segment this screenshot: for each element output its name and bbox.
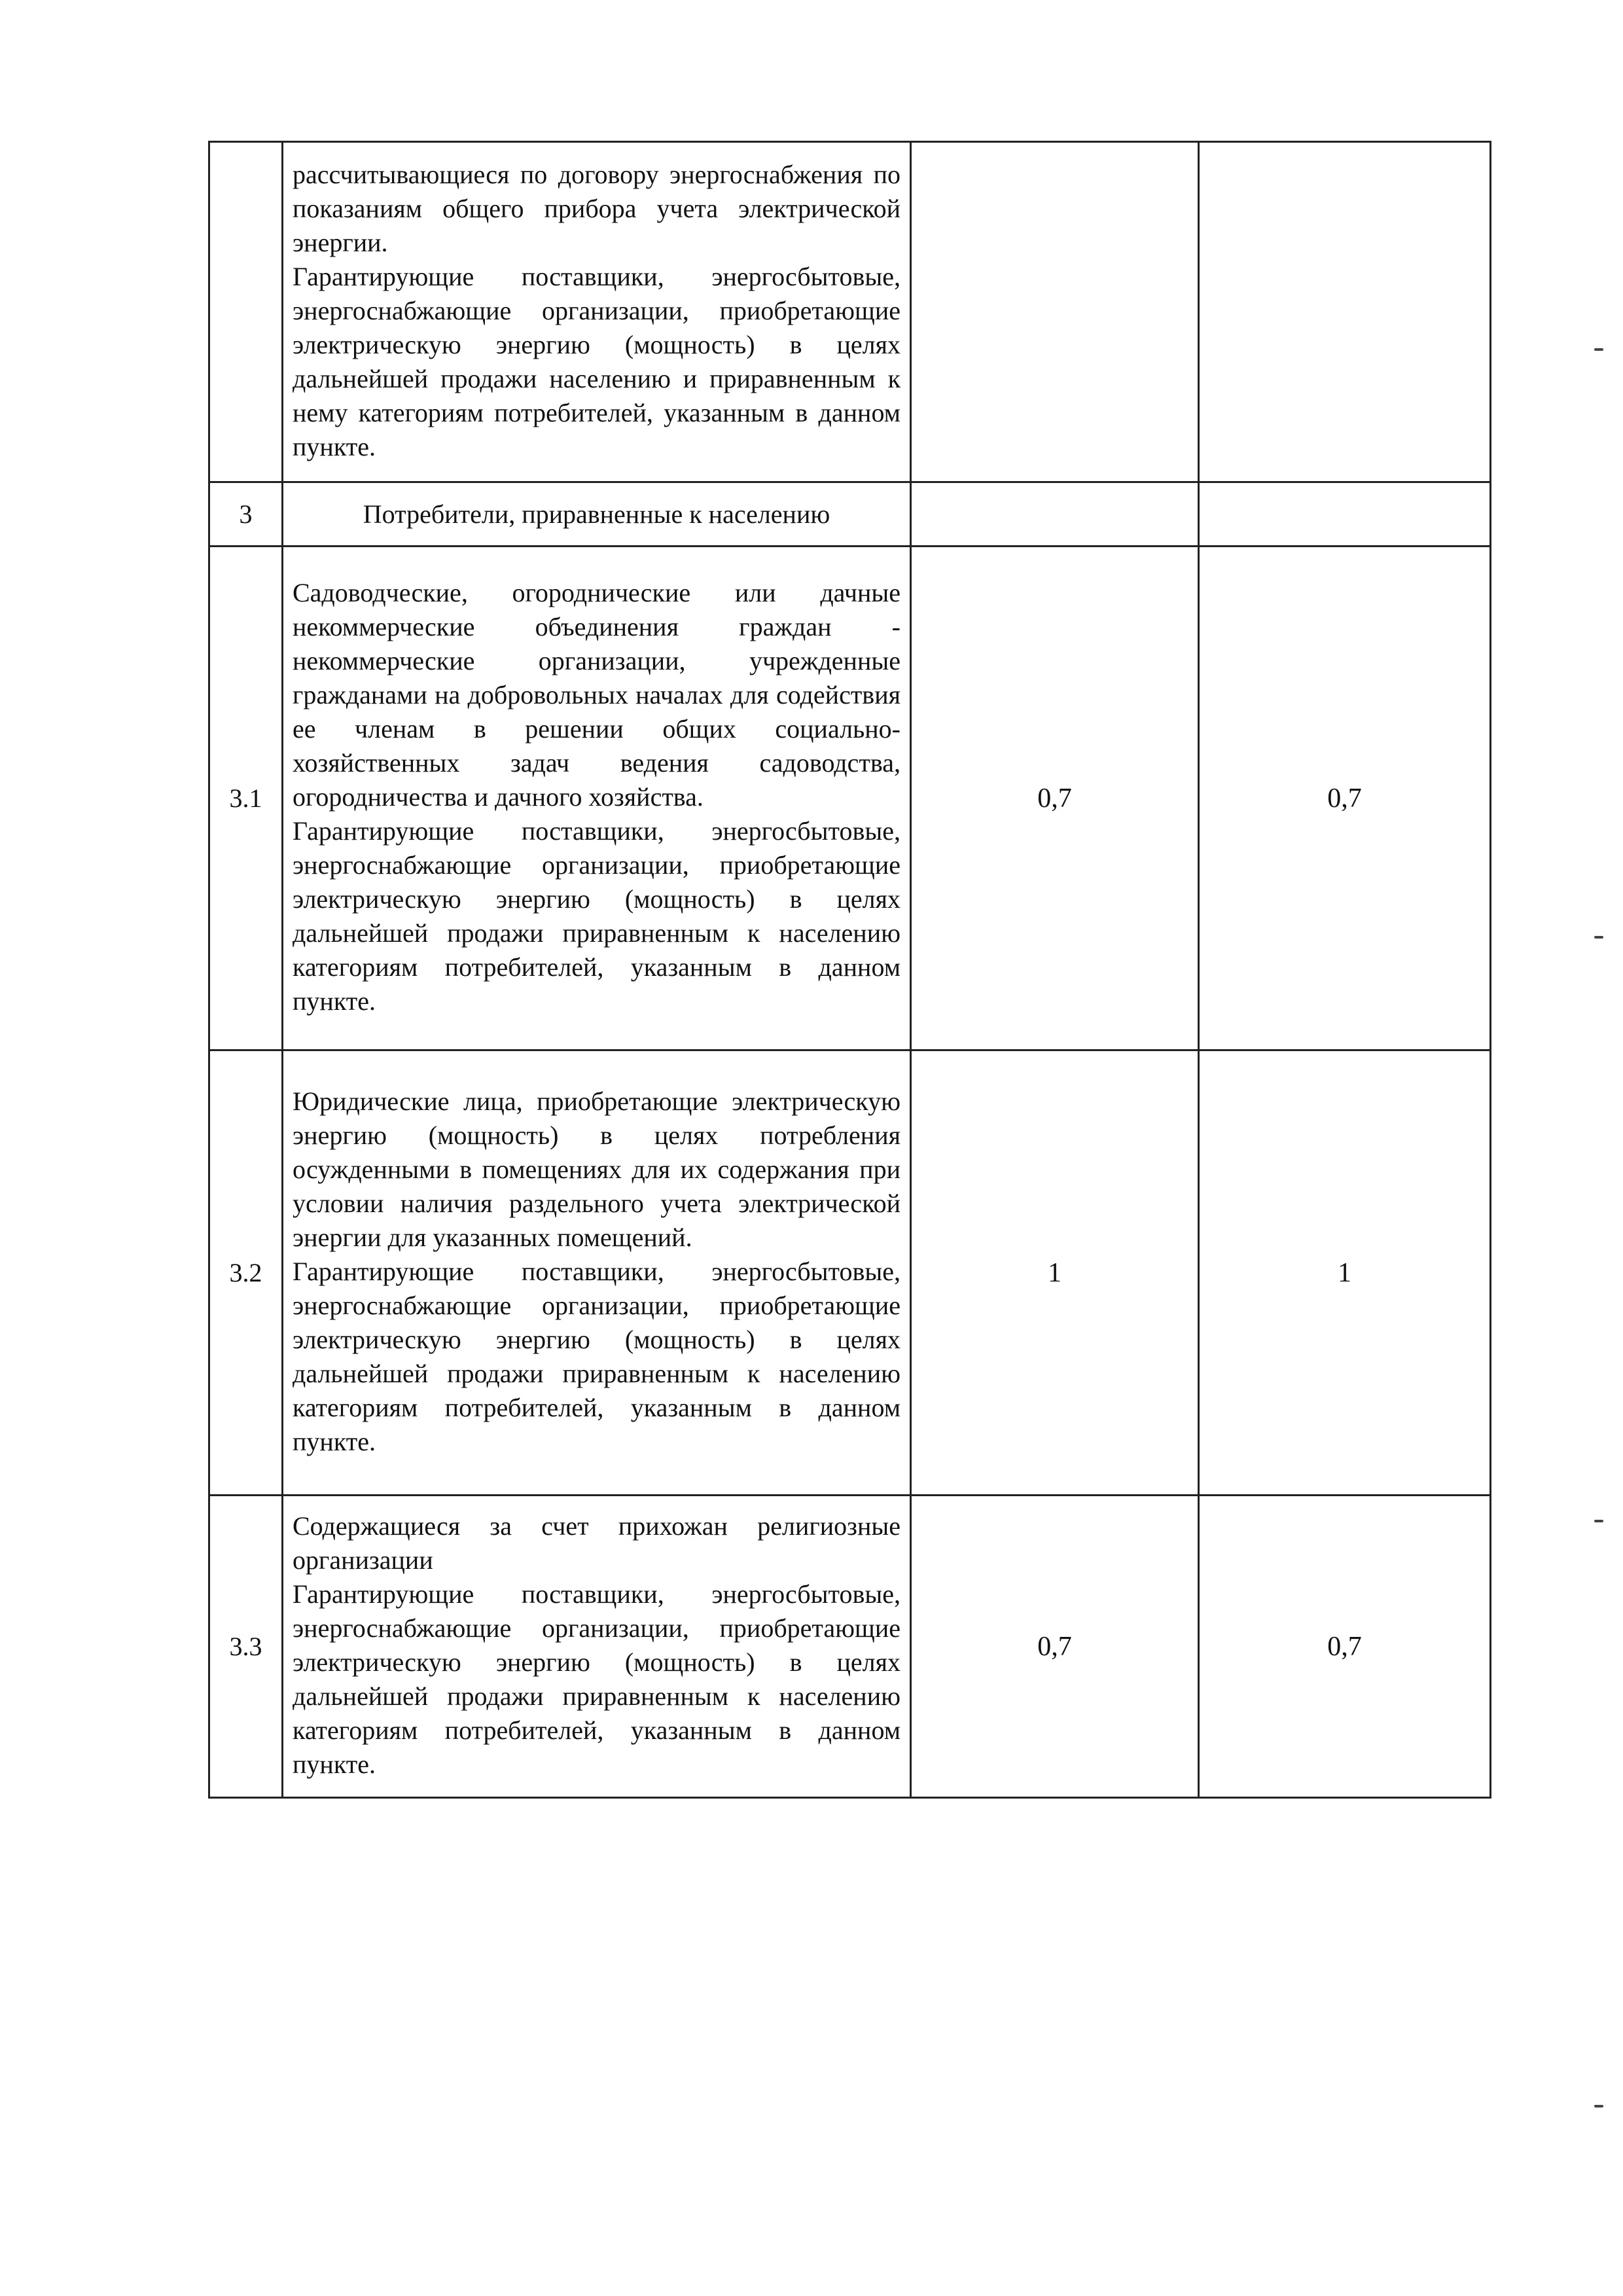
coefficient-cell [911, 482, 1199, 547]
scan-speck [1594, 348, 1603, 351]
table-row [209, 142, 1491, 482]
coefficient-cell [911, 142, 1199, 482]
table-row [209, 1050, 1491, 1496]
scan-speck [1594, 936, 1603, 939]
row-number: 3.3 [209, 1496, 283, 1798]
tariff-table [208, 141, 1491, 1799]
coefficient-cell: 1 [1199, 1050, 1491, 1496]
description-paragraph: Садоводческие, огороднические или дачные некоммерческие объединения граждан - некоммерческие организации, учрежденные гражданами на добровольных началах для содействия ее членам в решении общих социально-хозяйственных задач ведения садоводства, огородничества и дачного хозяйства. [293, 577, 901, 812]
row-description [283, 142, 911, 482]
description-paragraph: Содержащиеся за счет прихожан религиозные организации [293, 1511, 901, 1575]
scan-speck [1594, 2105, 1603, 2108]
table-row [209, 482, 1491, 547]
row-number: 3 [209, 482, 283, 547]
description-paragraph: Гарантирующие поставщики, энергосбытовые, энергоснабжающие организации, приобретающие электрическую энергию (мощность) в целях дальнейшей продажи приравненным к населению категориям потребителей, указанным в данном пункте. [293, 1579, 901, 1779]
description-paragraph: Гарантирующие поставщики, энергосбытовые, энергоснабжающие организации, приобретающие электрическую энергию (мощность) в целях дальнейшей продажи населению и приравненным к нему категориям потребителей, указанным в данном пункте. [293, 261, 901, 461]
row-number: 3.1 [209, 547, 283, 1050]
coefficient-cell: 0,7 [1199, 547, 1491, 1050]
coefficient-cell [1199, 482, 1491, 547]
coefficient-cell [1199, 142, 1491, 482]
row-description [283, 1496, 911, 1798]
row-description [283, 547, 911, 1050]
coefficient-cell: 0,7 [911, 1496, 1199, 1798]
section-heading: Потребители, приравненные к населению [283, 482, 911, 547]
description-paragraph: Гарантирующие поставщики, энергосбытовые, энергоснабжающие организации, приобретающие электрическую энергию (мощность) в целях дальнейшей продажи приравненным к населению категориям потребителей, указанным в данном пункте. [293, 1256, 901, 1456]
coefficient-cell: 0,7 [911, 547, 1199, 1050]
row-number: 3.2 [209, 1050, 283, 1496]
coefficient-cell: 1 [911, 1050, 1199, 1496]
table-row [209, 547, 1491, 1050]
scan-speck [1594, 1520, 1603, 1522]
coefficient-cell: 0,7 [1199, 1496, 1491, 1798]
description-paragraph: рассчитывающиеся по договору энергоснабжения по показаниям общего прибора учета электрической энергии. [293, 159, 901, 257]
row-description [283, 1050, 911, 1496]
description-paragraph: Юридические лица, приобретающие электрическую энергию (мощность) в целях потребления осужденными в помещениях для их содержания при условии наличия раздельного учета электрической энергии для указанных помещений. [293, 1086, 901, 1252]
table-row [209, 1496, 1491, 1798]
row-number [209, 142, 283, 482]
description-paragraph: Гарантирующие поставщики, энергосбытовые, энергоснабжающие организации, приобретающие электрическую энергию (мощность) в целях дальнейшей продажи приравненным к населению категориям потребителей, указанным в данном пункте. [293, 816, 901, 1016]
